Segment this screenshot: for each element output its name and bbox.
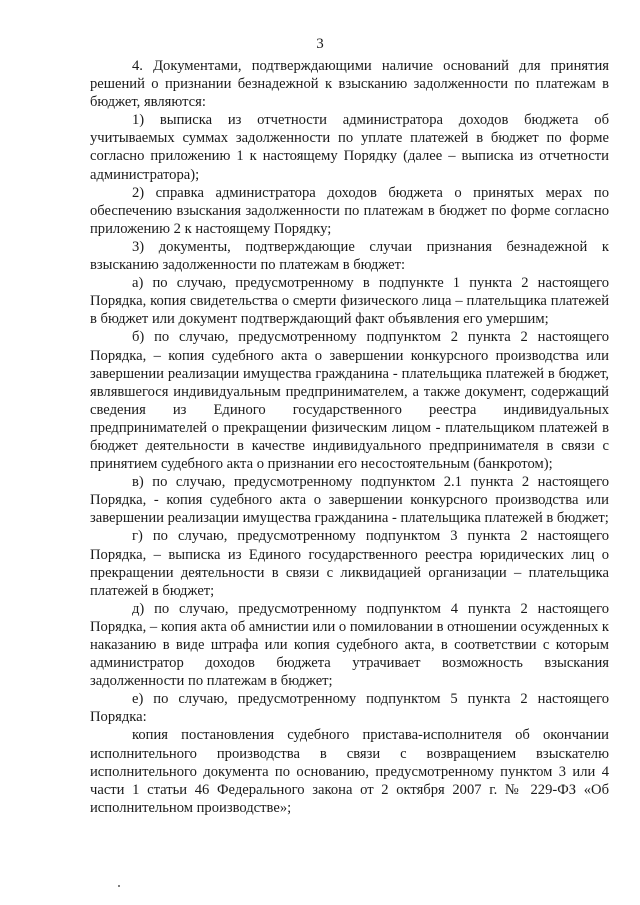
paragraph-subitem-e-copy: копия постановления судебного пристава-исполнителя об окончании исполнительного производства в связи с возвращением взыскателю исполнительного документа по основанию, предусмотренному пунктом 3 или 4 части 1 статьи 46 Федерального закона от 2 октября 2007 г. № 229-ФЗ «Об исполнительном производстве»;: [90, 727, 609, 816]
scan-speck: [118, 885, 120, 887]
paragraph-subitem-b: б) по случаю, предусмотренному подпунктом 2 пункта 2 настоящего Порядка, – копия судебного акта о завершении конкурсного производства или завершении реализации имущества гражданина - плательщика платежей в бюджет, являвшегося индивидуальным предпринимателем, а также документ, содержащий сведения из Единого государственного реестра индивидуальных предпринимателей о прекращении физическим лицом - плательщиком платежей в бюджет деятельности в качестве индивидуального предпринимателя в связи с принятием судебного акта о признании его несостоятельным (банкротом);: [90, 329, 609, 473]
paragraph-subitem-a: а) по случаю, предусмотренному в подпункте 1 пункта 2 настоящего Порядка, копия свидетельства о смерти физического лица – плательщика платежей в бюджет или документ подтверждающий факт объявления его умершим;: [90, 275, 609, 328]
document-body: [90, 57, 609, 817]
page-number: 3: [316, 36, 324, 52]
paragraph-item-1: 1) выписка из отчетности администратора доходов бюджета об учитываемых суммах задолженности по уплате платежей в бюджет по форме согласно приложению 1 к настоящему Порядку (далее – выписка из отчетности администратора);: [90, 112, 609, 183]
paragraph-subitem-v: в) по случаю, предусмотренному подпунктом 2.1 пункта 2 настоящего Порядка, - копия судебного акта о завершении конкурсного производства или завершении реализации имущества гражданина - плательщика платежей в бюджет;: [90, 474, 609, 527]
paragraph-subitem-e: е) по случаю, предусмотренному подпунктом 5 пункта 2 настоящего Порядка:: [90, 691, 609, 726]
paragraph-item-3: 3) документы, подтверждающие случаи признания безнадежной к взысканию задолженности по платежам в бюджет:: [90, 238, 609, 274]
paragraph-item-2: 2) справка администратора доходов бюджета о принятых мерах по обеспечению взыскания задолженности по платежам в бюджет по форме согласно приложению 2 к настоящему Порядку;: [90, 184, 609, 237]
paragraph-subitem-d: д) по случаю, предусмотренному подпунктом 4 пункта 2 настоящего Порядка, – копия акта об амнистии или о помиловании в отношении осужденных к наказанию в виде штрафа или копия судебного акта, в соответствии с которым администратор доходов бюджета утрачивает возможность взыскания задолженности по платежам в бюджет;: [90, 600, 609, 690]
paragraph-subitem-g: г) по случаю, предусмотренному подпунктом 3 пункта 2 настоящего Порядка, – выписка из Единого государственного реестра юридических лиц о прекращении деятельности в связи с ликвидацией организации – плательщика платежей в бюджет;: [90, 528, 609, 599]
paragraph-4-intro: 4. Документами, подтверждающими наличие оснований для принятия решений о признании безнадежной к взысканию задолженности по платежам в бюджет, являются:: [90, 58, 609, 111]
